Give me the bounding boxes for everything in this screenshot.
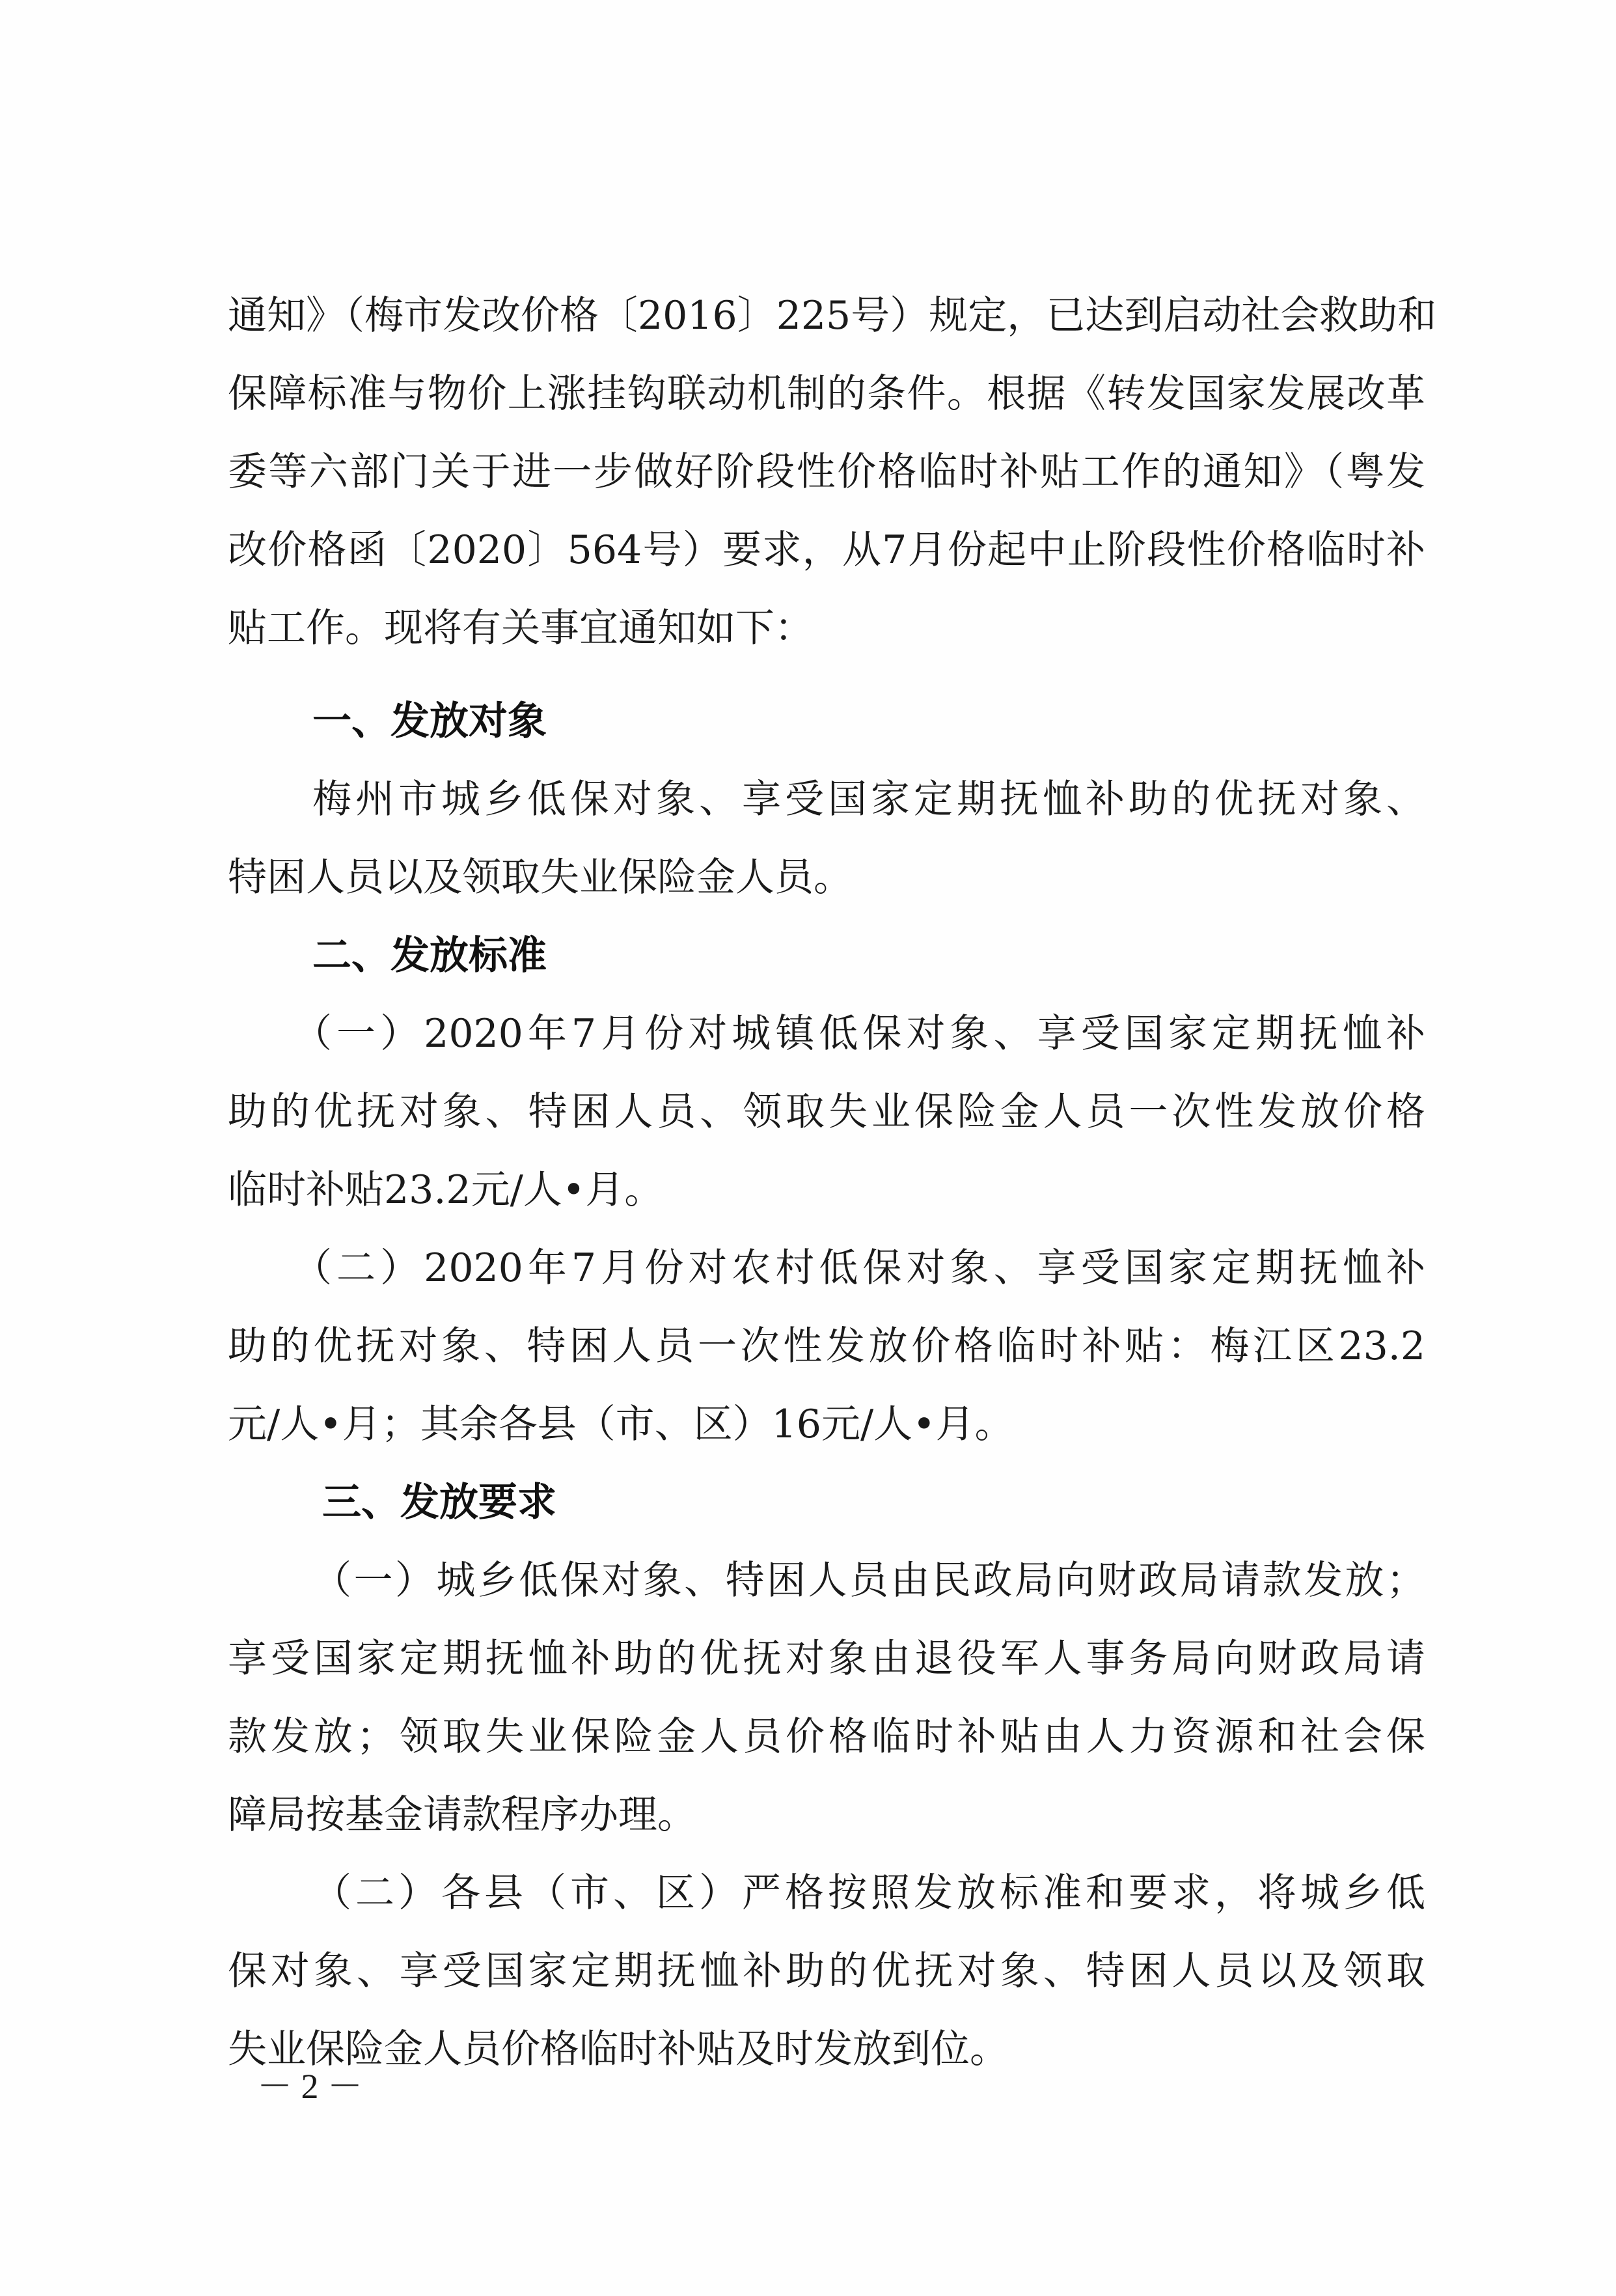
section2-para1-line-3: 临时补贴23.2元/人•月。 xyxy=(228,1167,664,1213)
section2-para1-line-1: （一）2020年7月份对城镇低保对象、享受国家定期抚恤补 xyxy=(293,1011,1425,1057)
intro-line-5: 贴工作。现将有关事宜通知如下： xyxy=(228,605,814,651)
intro-line-4: 改价格函〔2020〕564号）要求，从7月份起中止阶段性价格临时补 xyxy=(228,527,1425,573)
section3-para1-line-3: 款发放；领取失业保险金人员价格临时补贴由人力资源和社会保 xyxy=(228,1714,1425,1760)
section2-para1-line-2: 助的优抚对象、特困人员、领取失业保险金人员一次性发放价格 xyxy=(228,1089,1425,1135)
section3-para1-line-4: 障局按基金请款程序办理。 xyxy=(228,1792,696,1838)
section3-para1-line-1: （一）城乡低保对象、特困人员由民政局向财政局请款发放； xyxy=(312,1558,1425,1603)
section-heading-recipients: 一、发放对象 xyxy=(312,698,547,744)
intro-line-3: 委等六部门关于进一步做好阶段性价格临时补贴工作的通知》（粤发 xyxy=(228,449,1425,495)
intro-line-1: 通知》（梅市发改价格〔2016〕225号）规定，已达到启动社会救助和 xyxy=(228,293,1437,339)
section2-para2-line-3: 元/人•月；其余各县（市、区）16元/人•月。 xyxy=(228,1402,1014,1447)
section2-para2-line-1: （二）2020年7月份对农村低保对象、享受国家定期抚恤补 xyxy=(293,1245,1425,1291)
section3-para1-line-2: 享受国家定期抚恤补助的优抚对象由退役军人事务局向财政局请 xyxy=(228,1636,1425,1681)
section-heading-requirements: 三、发放要求 xyxy=(322,1480,556,1525)
intro-line-2: 保障标准与物价上涨挂钩联动机制的条件。根据《转发国家发展改革 xyxy=(228,371,1425,417)
section1-para1-line-1: 梅州市城乡低保对象、享受国家定期抚恤补助的优抚对象、 xyxy=(312,777,1425,822)
section1-para1-line-2: 特困人员以及领取失业保险金人员。 xyxy=(228,855,853,900)
section3-para2-line-2: 保对象、享受国家定期抚恤补助的优抚对象、特困人员以及领取 xyxy=(228,1948,1425,1994)
section-heading-standards: 二、发放标准 xyxy=(312,933,547,978)
section3-para2-line-1: （二）各县（市、区）严格按照发放标准和要求，将城乡低 xyxy=(312,1870,1425,1916)
section2-para2-line-2: 助的优抚对象、特困人员一次性发放价格临时补贴：梅江区23.2 xyxy=(228,1323,1425,1369)
page-number: － 2 － xyxy=(257,2067,363,2106)
section3-para2-line-3: 失业保险金人员价格临时补贴及时发放到位。 xyxy=(228,2026,1009,2072)
